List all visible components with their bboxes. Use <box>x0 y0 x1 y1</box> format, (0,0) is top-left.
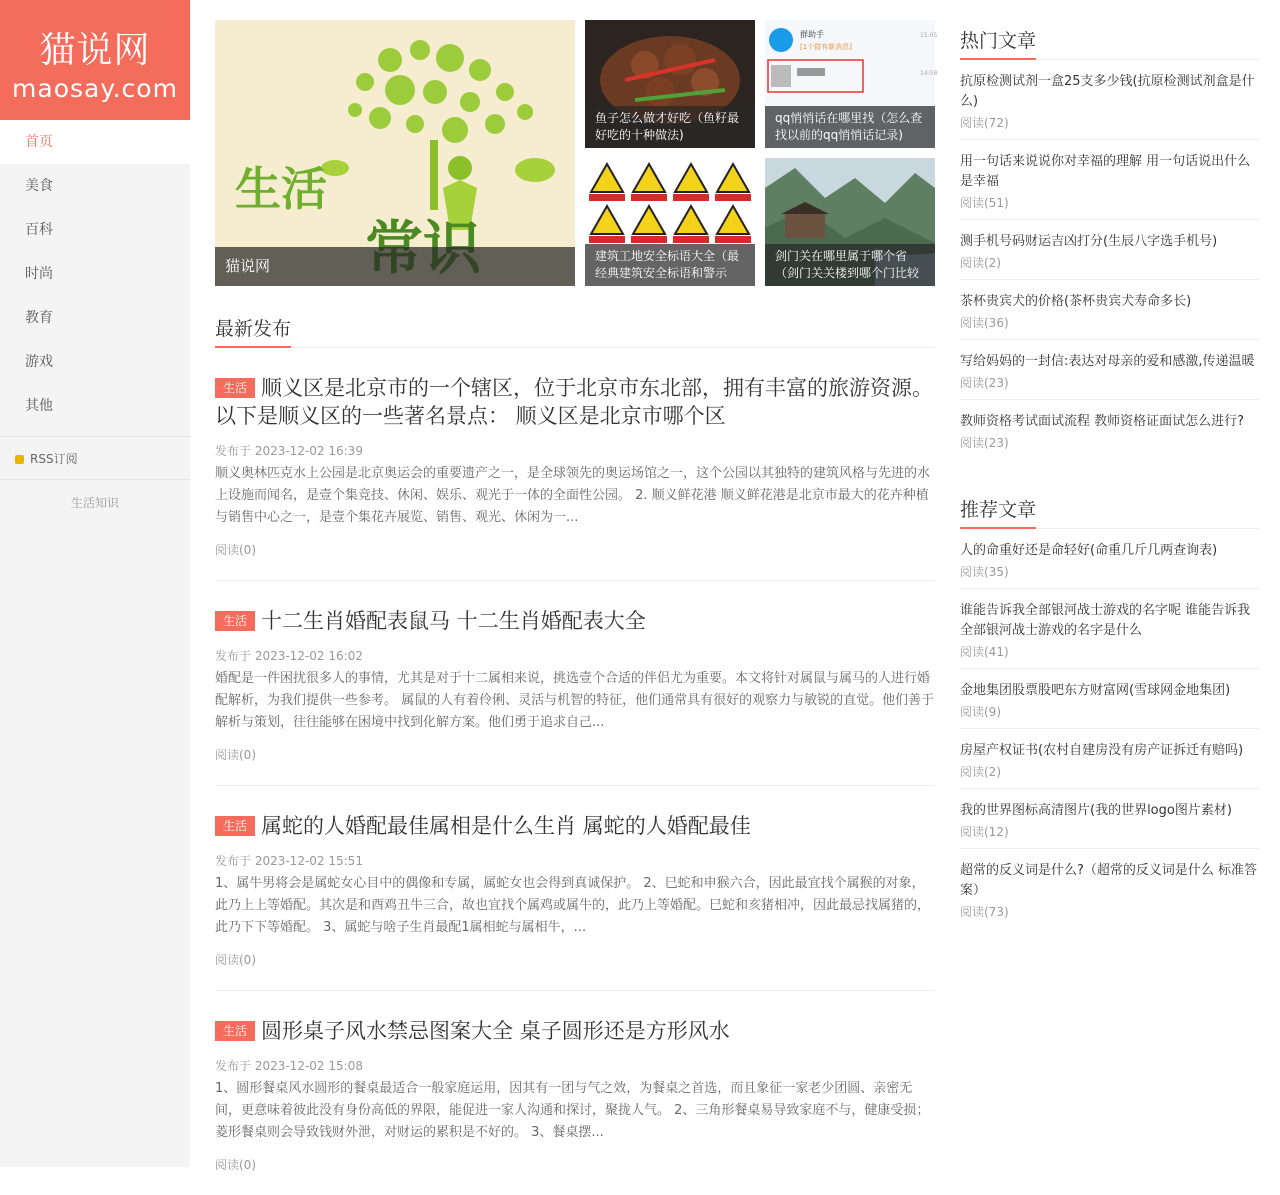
right-column <box>960 26 1260 928</box>
sidebar-tag[interactable]: 生活知识 <box>70 496 119 510</box>
hot-item-title[interactable]: 写给妈妈的一封信:表达对母亲的爱和感激,传递温暖 <box>960 354 1255 369</box>
recommend-item-reads: 阅读(41) <box>960 645 1009 659</box>
feature-tile-jianmen-pass[interactable] <box>765 158 935 286</box>
latest-section <box>215 314 935 1195</box>
post-read-count: 阅读(0) <box>215 953 256 967</box>
recommend-item <box>960 789 1260 849</box>
post-category-tag[interactable]: 生活 <box>215 816 255 836</box>
recommend-item <box>960 529 1260 589</box>
post-category-tag[interactable]: 生活 <box>215 611 255 631</box>
nav-item-fashion[interactable]: 时尚 <box>25 266 53 282</box>
feature-tile-fish-roe[interactable] <box>585 20 755 148</box>
post-item <box>215 348 935 581</box>
post-category-tag[interactable]: 生活 <box>215 1021 255 1041</box>
hot-item <box>960 400 1260 459</box>
feature-main-caption: 猫说网 <box>215 247 575 286</box>
svg-text:[1个群有新消息]: [1个群有新消息] <box>800 43 852 51</box>
recommend-item-title[interactable]: 金地集团股票股吧东方财富网(雪球网金地集团) <box>960 683 1231 698</box>
nav-item-wiki[interactable]: 百科 <box>25 222 53 238</box>
hot-item-title[interactable]: 茶杯贵宾犬的价格(茶杯贵宾犬寿命多长) <box>960 294 1192 309</box>
hot-item-title[interactable]: 测手机号码财运吉凶打分(生辰八字选手机号) <box>960 234 1218 249</box>
hot-item-reads: 阅读(23) <box>960 436 1009 450</box>
feature-fish-roe-caption: 鱼子怎么做才好吃（鱼籽最好吃的十种做法) <box>585 106 755 148</box>
svg-text:15:05: 15:05 <box>920 32 938 39</box>
post-excerpt: 婚配是一件困扰很多人的事情，尤其是对于十二属相来说，挑选壹个合适的伴侣尤为重要。本文将针对属鼠与属马的人进行婚配解析，为我们提供一些参考。 属鼠的人有着伶俐、灵活与机智的特征，他们通常具有很好的观察力与敏锐的直觉。他们善于解析与策划，往往能够在困境中找到化解方案。他们勇于追求自己... <box>215 671 935 730</box>
recommend-item-reads: 阅读(12) <box>960 825 1009 839</box>
rss-icon <box>15 455 24 464</box>
nav-item-games[interactable]: 游戏 <box>25 354 53 370</box>
recommend-item <box>960 589 1260 669</box>
hot-item <box>960 220 1260 280</box>
recommend-item-reads: 阅读(73) <box>960 905 1009 919</box>
hot-item-reads: 阅读(2) <box>960 256 1001 270</box>
rss-link[interactable] <box>0 436 190 480</box>
nav-item-food[interactable]: 美食 <box>25 178 53 194</box>
hot-item-title[interactable]: 抗原检测试剂一盒25支多少钱(抗原检测试剂盒是什么) <box>960 74 1255 109</box>
post-title[interactable]: 生活 圆形桌子风水禁忌图案大全 桌子圆形还是方形风水 <box>215 1017 935 1045</box>
post-read-count: 阅读(0) <box>215 543 256 557</box>
feature-grid <box>215 20 938 286</box>
svg-text:群助手: 群助手 <box>800 30 824 39</box>
post-title[interactable]: 生活 十二生肖婚配表鼠马 十二生肖婚配表大全 <box>215 607 935 635</box>
post-date: 发布于 2023-12-02 16:39 <box>215 444 363 458</box>
logo-name-cn: 猫说网 <box>39 30 151 71</box>
post-item <box>215 991 935 1195</box>
hot-item <box>960 280 1260 340</box>
recommend-item-reads: 阅读(2) <box>960 765 1001 779</box>
nav-item-education[interactable]: 教育 <box>25 310 53 326</box>
post-title[interactable]: 生活 顺义区是北京市的一个辖区，位于北京市东北部，拥有丰富的旅游资源。以下是顺义区的一些著名景点： 顺义区是北京市哪个区 <box>215 376 934 428</box>
nav-item-home[interactable]: 首页 <box>0 120 190 164</box>
recommend-section-title: 推荐文章 <box>960 495 1260 529</box>
logo-name-en: maosay.com <box>12 74 178 103</box>
hot-item-title[interactable]: 教师资格考试面试流程 教师资格证面试怎么进行? <box>960 414 1245 429</box>
feature-tile-main[interactable] <box>215 20 575 286</box>
recommend-item-title[interactable]: 房屋产权证书(农村自建房没有房产证拆迁有赔吗) <box>960 743 1244 758</box>
recommend-item-title[interactable]: 人的命重好还是命轻好(命重几斤几两查询表) <box>960 543 1218 558</box>
post-title[interactable]: 生活 属蛇的人婚配最佳属相是什么生肖 属蛇的人婚配最佳 <box>215 812 935 840</box>
hot-item-title[interactable]: 用一句话来说说你对幸福的理解 用一句话说出什么是幸福 <box>960 154 1251 189</box>
post-date: 发布于 2023-12-02 15:08 <box>215 1059 363 1073</box>
latest-section-title: 最新发布 <box>215 314 935 348</box>
feature-safety-caption: 建筑工地安全标语大全（最经典建筑安全标语和警示 <box>585 244 755 286</box>
nav-item-other[interactable]: 其他 <box>25 398 53 414</box>
site-logo[interactable] <box>0 0 190 120</box>
post-read-count: 阅读(0) <box>215 748 256 762</box>
post-category-tag[interactable]: 生活 <box>215 378 255 398</box>
svg-text:生活: 生活 <box>235 162 327 216</box>
hot-item <box>960 140 1260 220</box>
post-date: 发布于 2023-12-02 15:51 <box>215 854 363 868</box>
feature-tile-safety-signs[interactable] <box>585 158 755 286</box>
recommend-item-title[interactable]: 超常的反义词是什么?（超常的反义词是什么 标准答案） <box>960 863 1258 898</box>
post-excerpt: 1、属牛男将会是属蛇女心目中的偶像和专属，属蛇女也会得到真诚保护。 2、巳蛇和申猴六合，因此最宜找个属猴的对象，此乃上上等婚配。其次是和酉鸡丑牛三合，故也宜找个属鸡或属牛的，此乃上等婚配。巳蛇和亥猪相冲，因此最忌找属猪的，此乃下下等婚配。 3、属蛇与啥子生肖最配1属相蛇与属相牛，... <box>215 876 931 935</box>
hot-item-reads: 阅读(72) <box>960 116 1009 130</box>
recommend-item <box>960 849 1260 928</box>
recommend-item-title[interactable]: 我的世界图标高清图片(我的世界logo图片素材) <box>960 803 1232 818</box>
hot-item <box>960 60 1260 140</box>
recommend-item-title[interactable]: 谁能告诉我全部银河战士游戏的名字呢 谁能告诉我全部银河战士游戏的名字是什么 <box>960 603 1251 638</box>
feature-tile-qq[interactable] <box>765 20 938 148</box>
rss-label: RSS订阅 <box>30 452 78 466</box>
recommend-item <box>960 729 1260 789</box>
post-excerpt: 1、圆形餐桌风水圆形的餐桌最适合一般家庭运用，因其有一团与气之效，为餐桌之首选，而且象征一家老少团圆、亲密无间，更意味着彼此没有身份高低的界限，能促进一家人沟通和探讨，聚拢人气。 2、三角形餐桌易导致家庭不与，健康受损；菱形餐桌则会导致钱财外泄，对财运的累积是不好的。 3、餐桌摆... <box>215 1081 930 1140</box>
post-item <box>215 581 935 786</box>
hot-item-reads: 阅读(36) <box>960 316 1009 330</box>
hot-list <box>960 60 1260 459</box>
post-read-count: 阅读(0) <box>215 1158 256 1172</box>
feature-jianmen-caption: 剑门关在哪里属于哪个省（剑门关关楼到哪个门比较 <box>765 244 935 286</box>
post-excerpt: 顺义奥林匹克水上公园是北京奥运会的重要遗产之一，是全球领先的奥运场馆之一，这个公园以其独特的建筑风格与先进的水上设施而闻名，是壹个集竞技、休闲、娱乐、观光于一体的全面性公园。 2. 顺义鲜花港 顺义鲜花港是北京市最大的花卉种植与销售中心之一，是壹个集花卉展览、销售、观光、休闲为一... <box>215 466 931 525</box>
post-item <box>215 786 935 991</box>
recommend-list <box>960 529 1260 928</box>
recommend-item-reads: 阅读(9) <box>960 705 1001 719</box>
hot-item-reads: 阅读(23) <box>960 376 1009 390</box>
hot-item-reads: 阅读(51) <box>960 196 1009 210</box>
hot-item <box>960 340 1260 400</box>
recommend-item-reads: 阅读(35) <box>960 565 1009 579</box>
svg-text:14:58: 14:58 <box>920 70 938 77</box>
recommend-item <box>960 669 1260 729</box>
hot-section-title: 热门文章 <box>960 26 1260 60</box>
post-date: 发布于 2023-12-02 16:02 <box>215 649 363 663</box>
main-nav <box>0 120 190 428</box>
sidebar <box>0 0 190 1167</box>
feature-qq-caption: qq悄悄话在哪里找（怎么查找以前的qq悄悄话记录) <box>765 106 935 148</box>
